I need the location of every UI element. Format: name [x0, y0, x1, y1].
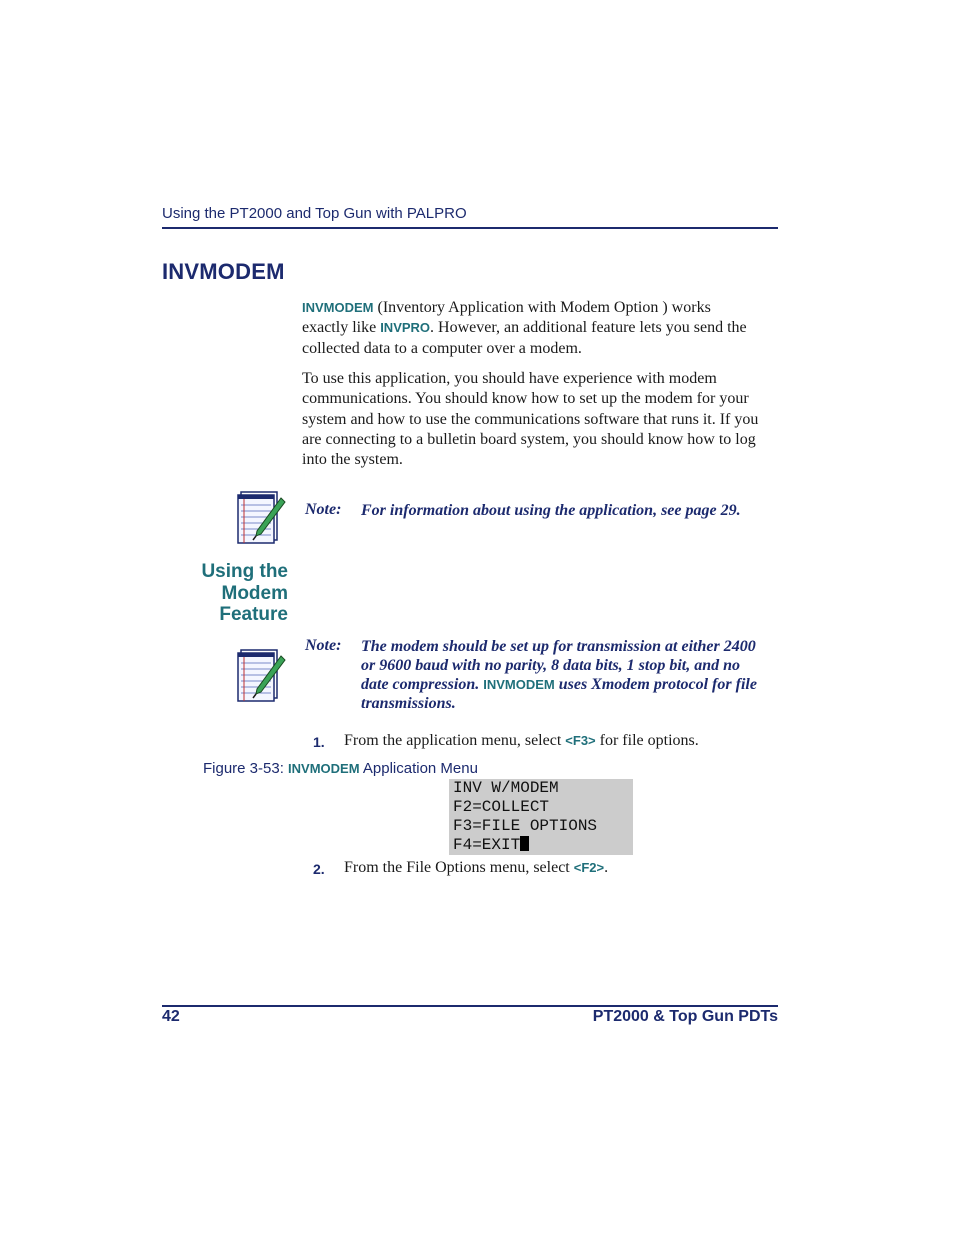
note-1-text: For information about using the application, see page 29. [361, 502, 741, 519]
subsection-heading [150, 561, 288, 626]
keyword-invmodem: INVMODEM [483, 677, 555, 692]
key-f2: <F2> [573, 860, 605, 875]
screen-cursor [520, 836, 529, 851]
step-text: From the application menu, select [344, 732, 566, 749]
step-1-number: 1. [313, 734, 325, 750]
step-text: From the File Options menu, select [344, 859, 574, 876]
note-label: Note: [305, 637, 342, 654]
screen-line: F2=COLLECT [453, 798, 550, 816]
pdt-screen [449, 779, 633, 855]
intro-line: system and how to use the communications software that runs it. If you [302, 410, 759, 428]
subsection-heading-line: Feature [219, 604, 288, 625]
note-2-text [361, 637, 781, 713]
figure-caption [203, 760, 478, 777]
intro-line: into the system. [302, 451, 403, 469]
step-2-text [344, 859, 608, 877]
subsection-heading-line: Using the [201, 561, 288, 582]
figure-title: Application Menu [359, 760, 478, 777]
book-title: PT2000 & Top Gun PDTs [592, 1008, 778, 1025]
note-line: or 9600 baud with no parity, 8 data bits, 1 stop bit, and no [361, 657, 741, 674]
note-line: The modem should be set up for transmission at either 2400 [361, 638, 756, 655]
header-rule [162, 227, 778, 229]
key-f3: <F3> [565, 733, 596, 748]
note-line: transmissions. [361, 695, 456, 712]
subsection-heading-line: Modem [221, 582, 288, 604]
intro-text: exactly like [302, 319, 381, 337]
screen-line: INV W/MODEM [453, 779, 559, 797]
intro-line: To use this application, you should have experience with modem [302, 370, 717, 387]
keyword-invmodem: INVMODEM [302, 300, 374, 315]
notepad-pen-icon [235, 644, 287, 707]
note-line: uses Xmodem protocol for file [554, 676, 757, 693]
screen-line: F4=EXIT [453, 836, 521, 854]
keyword-invmodem: INVMODEM [288, 761, 360, 776]
page-number: 42 [162, 1008, 180, 1025]
intro-paragraph-1 [302, 298, 778, 359]
notepad-pen-icon [235, 486, 287, 549]
intro-text: (Inventory Application with Modem Option ) works [373, 299, 711, 316]
step-text: . [604, 859, 609, 876]
section-title: INVMODEM [162, 259, 285, 284]
note-label: Note: [305, 501, 342, 518]
footer-rule [162, 1005, 778, 1007]
step-2-number: 2. [313, 861, 325, 877]
intro-text: collected data to a computer over a modem. [302, 339, 582, 357]
intro-line: communications. You should know how to set up the modem for your [302, 390, 749, 408]
note-1 [305, 501, 341, 519]
figure-label: Figure 3-53: [203, 760, 284, 777]
keyword-invpro: INVPRO [380, 320, 431, 336]
running-header: Using the PT2000 and Top Gun with PALPRO [162, 205, 467, 222]
intro-text: . However, an additional feature lets you send the [430, 319, 747, 337]
step-text: for file options. [595, 732, 699, 749]
step-1-text [344, 732, 699, 750]
intro-line: are connecting to a bulletin board system, you should know how to log [302, 430, 756, 448]
note-line: date compression. [361, 676, 484, 693]
note-2 [305, 637, 341, 655]
screen-line: F3=FILE OPTIONS [453, 817, 598, 835]
intro-paragraph-2 [302, 369, 778, 470]
